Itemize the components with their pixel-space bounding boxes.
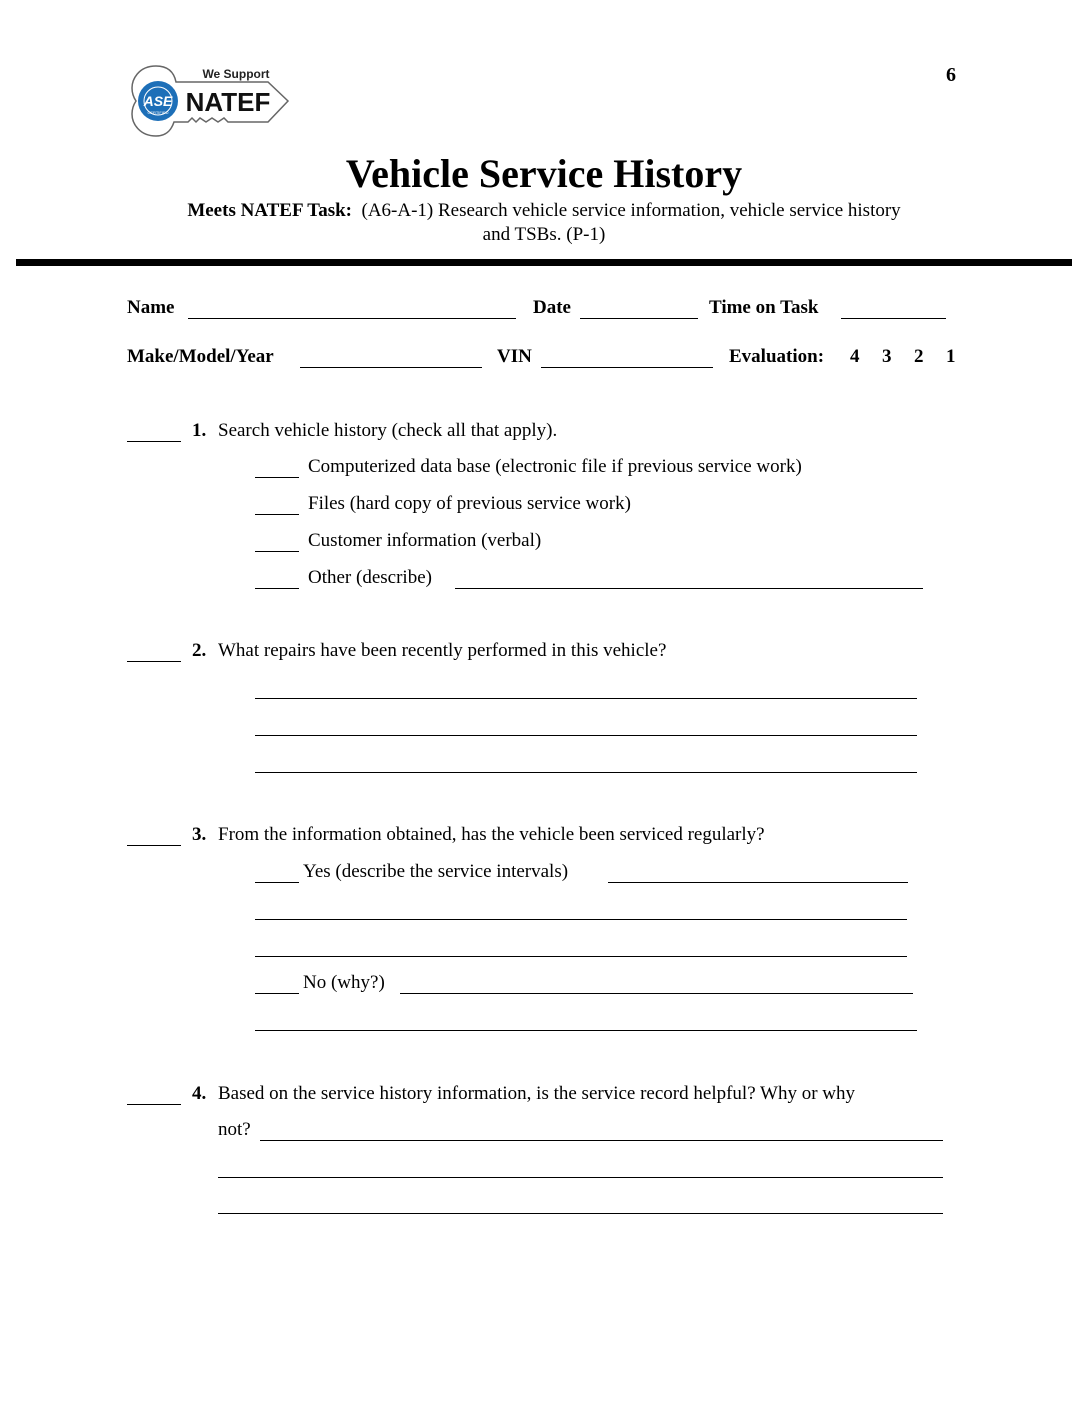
q3-yes-answer-line-3[interactable] [255, 956, 907, 957]
q3-no-why-field[interactable] [400, 993, 913, 994]
q2-answer-line-1[interactable] [255, 698, 917, 699]
q4-score-blank[interactable] [127, 1104, 181, 1105]
svg-text:ASE: ASE [143, 93, 173, 109]
svg-text:CERTIFIED: CERTIFIED [147, 110, 169, 115]
q3-yes-label: Yes (describe the service intervals) [303, 861, 569, 882]
natef-logo [128, 58, 292, 144]
task-label: Meets NATEF Task: [187, 200, 352, 221]
q1-other-describe-field[interactable] [455, 588, 923, 589]
q2-number: 2. [192, 640, 207, 661]
q3-yes-checkbox[interactable] [255, 882, 299, 883]
q3-no-answer-line-2[interactable] [255, 1030, 917, 1031]
q1-option1-label: Computerized data base (electronic file if previous service work) [308, 456, 802, 477]
q1-text: Search vehicle history (check all that apply). [218, 420, 558, 441]
evaluation-option-1[interactable]: 1 [946, 346, 956, 367]
ase-natef-key-icon [128, 58, 292, 144]
date-field[interactable] [580, 318, 698, 319]
natef-task-description [0, 199, 1088, 247]
q1-option3-checkbox[interactable] [255, 551, 299, 552]
evaluation-option-4[interactable]: 4 [850, 346, 860, 367]
name-label: Name [127, 297, 175, 318]
q2-answer-line-2[interactable] [255, 735, 917, 736]
q2-score-blank[interactable] [127, 661, 181, 662]
q3-no-label: No (why?) [303, 972, 385, 993]
q2-answer-line-3[interactable] [255, 772, 917, 773]
q4-answer-line-3[interactable] [218, 1213, 943, 1214]
q4-answer-line-2[interactable] [218, 1177, 943, 1178]
q1-number: 1. [192, 420, 207, 441]
q3-number: 3. [192, 824, 207, 845]
vin-field[interactable] [541, 367, 713, 368]
time-on-task-field[interactable] [841, 318, 946, 319]
q1-option4-label: Other (describe) [308, 567, 432, 588]
svg-text:We Support: We Support [202, 67, 270, 81]
evaluation-option-2[interactable]: 2 [914, 346, 924, 367]
page-title: Vehicle Service History [345, 151, 743, 196]
name-field[interactable] [188, 318, 516, 319]
vin-label: VIN [497, 346, 532, 367]
q4-text-line1: Based on the service history information, is the service record helpful? Why or why [218, 1083, 856, 1104]
make-model-year-field[interactable] [300, 367, 482, 368]
header-divider [16, 259, 1072, 266]
q1-option2-checkbox[interactable] [255, 514, 299, 515]
q4-answer-line-1[interactable] [260, 1140, 943, 1141]
q4-text-line2: not? [218, 1119, 251, 1140]
q1-option4-checkbox[interactable] [255, 588, 299, 589]
evaluation-option-3[interactable]: 3 [882, 346, 892, 367]
task-text-line1: (A6-A-1) Research vehicle service information, vehicle service history [361, 200, 901, 221]
q3-yes-describe-field[interactable] [608, 882, 908, 883]
q1-option1-checkbox[interactable] [255, 477, 299, 478]
q1-score-blank[interactable] [127, 441, 181, 442]
task-text-line2: and TSBs. (P-1) [482, 224, 606, 245]
time-on-task-label: Time on Task [709, 297, 819, 318]
evaluation-label: Evaluation: [729, 346, 825, 367]
q1-option2-label: Files (hard copy of previous service work) [308, 493, 631, 514]
page-number: 6 [946, 64, 956, 86]
q3-text: From the information obtained, has the vehicle been serviced regularly? [218, 824, 765, 845]
q3-yes-answer-line-2[interactable] [255, 919, 907, 920]
make-model-year-label: Make/Model/Year [127, 346, 274, 367]
q2-text: What repairs have been recently performed in this vehicle? [218, 640, 667, 661]
date-label: Date [533, 297, 571, 318]
q4-number: 4. [192, 1083, 207, 1104]
q3-score-blank[interactable] [127, 845, 181, 846]
q3-no-checkbox[interactable] [255, 993, 299, 994]
q1-option3-label: Customer information (verbal) [308, 530, 542, 551]
svg-text:NATEF: NATEF [185, 87, 271, 117]
